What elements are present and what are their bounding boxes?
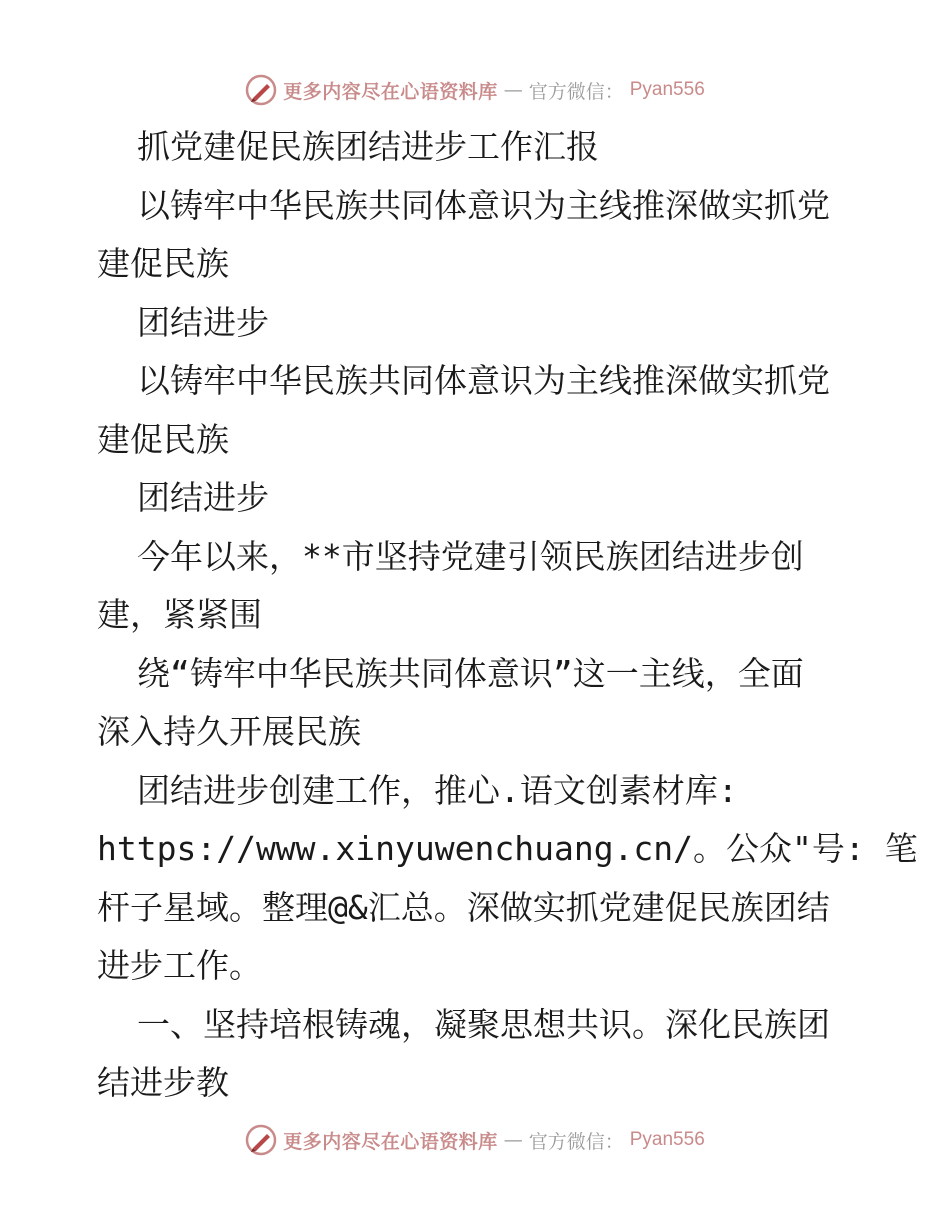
- text-line: 团结进步创建工作，推心.语文创素材库:: [137, 770, 738, 810]
- document-title: 抓党建促民族团结进步工作汇报: [137, 127, 599, 166]
- text-line: 建，紧紧围: [97, 595, 262, 634]
- text-line: 今年以来，**市坚持党建引领民族团结进步创: [137, 536, 804, 576]
- text-line: 绕“铸牢中华民族共同体意识”这一主线，全面: [137, 653, 804, 693]
- banner-text: 更多内容尽在心语资料库: [283, 1130, 498, 1153]
- text-line: 团结进步: [137, 302, 269, 342]
- text-line: 杆子星域。整理@&汇总。深做实抓党建促民族团结: [97, 887, 830, 927]
- text-line: 深入持久开展民族: [97, 712, 361, 751]
- banner-wechat-id: Pyan556: [629, 79, 705, 100]
- footer-watermark-banner: [0, 1120, 950, 1160]
- text-line: 结进步教: [97, 1063, 229, 1102]
- banner-separator: —: [503, 1129, 523, 1151]
- text-line: 以铸牢中华民族共同体意识为主线推深做实抓党: [137, 361, 830, 400]
- banner-wechat-label: 官方微信：: [528, 1130, 624, 1153]
- document-body: [97, 118, 918, 1113]
- text-line: 建促民族: [97, 244, 229, 283]
- banner-wechat-id: Pyan556: [629, 1129, 705, 1150]
- text-line: 团结进步: [137, 478, 269, 517]
- url-text-line: https://www.xinyuwenchuang.cn/。公众"号: 笔: [97, 829, 918, 868]
- section-heading-line: 一、坚持培根铸魂，凝聚思想共识。深化民族团: [137, 1004, 830, 1044]
- pen-logo-icon: [245, 1124, 277, 1156]
- text-line: 建促民族: [97, 419, 229, 459]
- banner-text: 更多内容尽在心语资料库: [283, 80, 498, 103]
- banner-wechat-label: 官方微信：: [528, 80, 624, 103]
- text-line: 以铸牢中华民族共同体意识为主线推深做实抓党: [137, 185, 830, 225]
- banner-separator: —: [503, 79, 523, 101]
- header-watermark-banner: [0, 70, 950, 110]
- pen-logo-icon: [245, 74, 277, 106]
- text-line: 进步工作。: [97, 946, 262, 985]
